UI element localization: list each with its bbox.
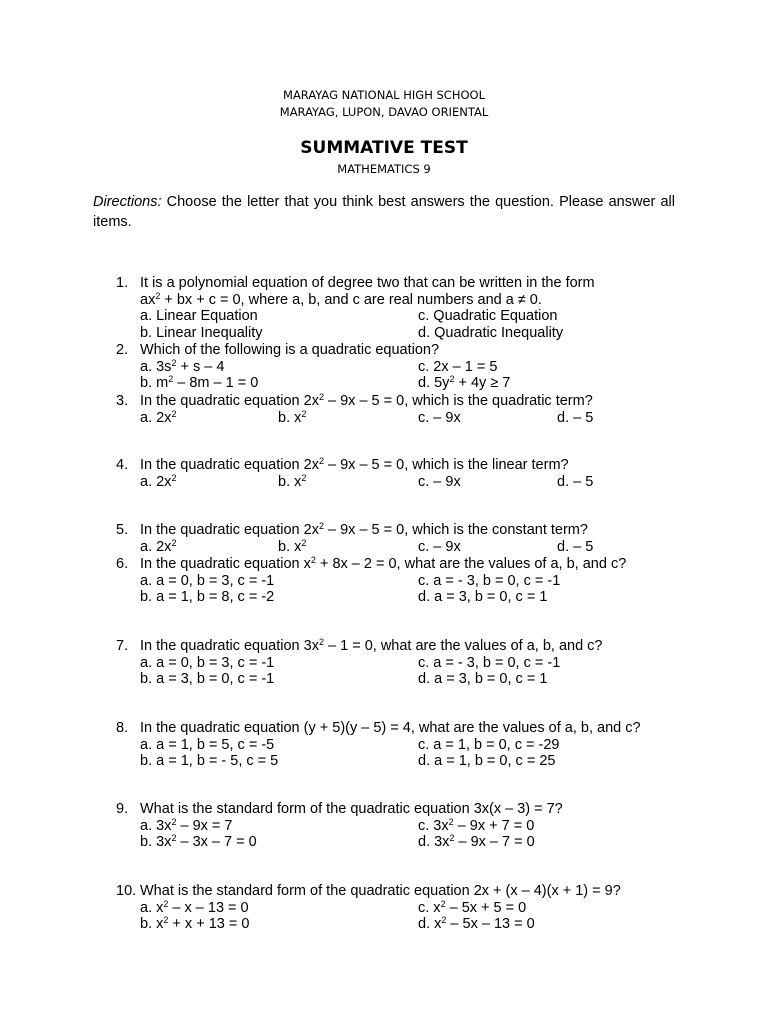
- school-name: MARAYAG NATIONAL HIGH SCHOOL: [283, 88, 485, 102]
- question-stem: In the quadratic equation (y + 5)(y – 5) = 4, what are the values of a, b, and c?: [140, 720, 641, 736]
- option-a: a. $2x^2$: [140, 408, 177, 426]
- option-b: b. a = 1, b = 8, c = -2: [140, 589, 275, 606]
- question-1: [0, 275, 768, 342]
- option-a: a. Linear Equation: [140, 308, 258, 325]
- option-a: a. a = 0, b = 3, c = -1: [140, 572, 275, 589]
- directions-label: Directions:: [93, 194, 162, 210]
- option-c: c. $3x^2 - 9x + 7 = 0$: [418, 816, 535, 834]
- question-stem: In the quadratic equation $2x^2 - 9x - 5 = 0$, which is the linear term?: [140, 456, 569, 473]
- question-4: [0, 457, 768, 490]
- option-d: d. – 5: [557, 473, 594, 490]
- question-6: [0, 556, 768, 606]
- option-b: b. Linear Inequality: [140, 325, 263, 342]
- option-b: b. $m^2 - 8m - 1 = 0$: [140, 374, 259, 392]
- question-number: 2.: [116, 342, 129, 358]
- option-a: a. $2x^2$: [140, 472, 177, 490]
- question-stem: In the quadratic equation $2x^2 - 9x - 5 = 0$, which is the constant term?: [140, 521, 588, 538]
- question-3: [0, 393, 768, 426]
- option-c: c. – 9x: [418, 473, 461, 490]
- school-address: MARAYAG, LUPON, DAVAO ORIENTAL: [279, 105, 489, 119]
- option-c: c. – 9x: [418, 538, 461, 555]
- question-stem: It is a polynomial equation of degree two that can be written in the form: [140, 275, 595, 291]
- question-2: [0, 342, 768, 392]
- option-d: d. – 5: [557, 538, 594, 555]
- question-stem-continued: $ax^2$ + bx + c = 0, where a, b, and c are real numbers and a ≠ 0.: [140, 290, 542, 308]
- option-d: d. a = 1, b = 0, c = 25: [418, 753, 556, 770]
- directions-text: Choose the letter that you think best answers the question. Please answer all items.: [93, 194, 675, 230]
- option-a: a. $3s^2 + s - 4$: [140, 357, 225, 375]
- option-b: b. $x^2$: [278, 472, 307, 490]
- option-a: a. a = 1, b = 5, c = -5: [140, 736, 275, 753]
- question-9: [0, 801, 768, 851]
- option-c: c. – 9x: [418, 409, 461, 426]
- option-d: d. $5y^2 + 4y \ge 7$: [418, 374, 511, 392]
- option-c: c. a = - 3, b = 0, c = -1: [418, 572, 561, 589]
- question-number: 9.: [116, 801, 129, 817]
- school-header: [0, 87, 768, 121]
- question-number: 3.: [116, 393, 129, 409]
- question-stem: Which of the following is a quadratic equation?: [140, 342, 440, 358]
- question-stem: In the quadratic equation $x^2 + 8x - 2 = 0$, what are the values of a, b, and c?: [140, 555, 627, 572]
- question-stem: In the quadratic equation $2x^2 - 9x - 5 = 0$, which is the quadratic term?: [140, 392, 593, 409]
- option-a: a. $x^2 - x - 13 = 0$: [140, 898, 249, 916]
- question-number: 5.: [116, 522, 129, 538]
- question-number: 10.: [116, 883, 137, 899]
- directions: [93, 192, 675, 232]
- option-a: a. a = 0, b = 3, c = -1: [140, 654, 275, 671]
- question-stem: What is the standard form of the quadratic equation 3x(x – 3) = 7?: [140, 801, 563, 817]
- option-b: b. $x^2$: [278, 537, 307, 555]
- option-c: c. 2x – 1 = 5: [418, 358, 498, 375]
- option-a: a. $2x^2$: [140, 537, 177, 555]
- option-b: b. $x^2 + x + 13 = 0$: [140, 915, 250, 933]
- option-c: c. a = - 3, b = 0, c = -1: [418, 654, 561, 671]
- option-d: d. Quadratic Inequality: [418, 325, 564, 342]
- option-b: b. $3x^2 - 3x - 7 = 0$: [140, 833, 257, 851]
- option-c: c. Quadratic Equation: [418, 308, 558, 325]
- question-number: 6.: [116, 556, 129, 572]
- option-d: d. – 5: [557, 409, 594, 426]
- option-b: b. a = 1, b = - 5, c = 5: [140, 753, 279, 770]
- option-b: b. $x^2$: [278, 408, 307, 426]
- option-d: d. a = 3, b = 0, c = 1: [418, 671, 548, 688]
- question-7: [0, 638, 768, 688]
- option-d: d. $x^2 - 5x - 13 = 0$: [418, 915, 535, 933]
- option-a: a. $3x^2 - 9x = 7$: [140, 816, 233, 834]
- question-stem: In the quadratic equation $3x^2 - 1 = 0$, what are the values of a, b, and c?: [140, 637, 603, 654]
- question-number: 8.: [116, 720, 129, 736]
- question-number: 7.: [116, 638, 129, 654]
- page-title: SUMMATIVE TEST: [300, 138, 468, 158]
- option-b: b. a = 3, b = 0, c = -1: [140, 671, 275, 688]
- option-d: d. $3x^2 - 9x - 7 = 0$: [418, 833, 535, 851]
- question-number: 1.: [116, 275, 129, 291]
- option-c: c. a = 1, b = 0, c = -29: [418, 736, 560, 753]
- question-5: [0, 522, 768, 555]
- question-10: [0, 883, 768, 933]
- option-d: d. a = 3, b = 0, c = 1: [418, 589, 548, 606]
- question-8: [0, 720, 768, 770]
- question-number: 4.: [116, 457, 129, 473]
- option-c: c. $x^2 - 5x + 5 = 0$: [418, 898, 527, 916]
- subject-label: MATHEMATICS 9: [337, 162, 431, 176]
- question-stem: What is the standard form of the quadratic equation 2x + (x – 4)(x + 1) = 9?: [140, 883, 621, 899]
